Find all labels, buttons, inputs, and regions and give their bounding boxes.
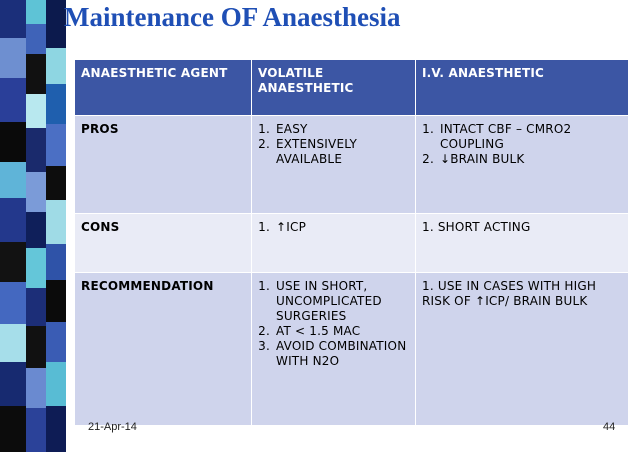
- mosaic-block: [0, 78, 26, 122]
- cell-recommendation-volatile: [252, 273, 416, 426]
- comparison-table: [74, 59, 629, 426]
- mosaic-block: [26, 326, 46, 368]
- list-item: 1. INTACT CBF – CMRO2 COUPLING: [438, 122, 622, 152]
- mosaic-block: [26, 94, 46, 128]
- mosaic-block: [0, 162, 26, 198]
- mosaic-block: [26, 128, 46, 172]
- list-item: 2. EXTENSIVELY AVAILABLE: [274, 137, 409, 167]
- list-item: 1. ↑ICP: [274, 220, 409, 235]
- list-item: 1. USE IN SHORT, UNCOMPLICATED SURGERIES: [274, 279, 409, 324]
- mosaic-block: [26, 408, 46, 452]
- mosaic-block: [0, 406, 26, 452]
- mosaic-block: [0, 282, 26, 324]
- slide-page-number: 44: [603, 421, 616, 433]
- mosaic-block: [26, 288, 46, 326]
- cell-cons-iv: [416, 214, 629, 273]
- slide-date: 21-Apr-14: [88, 421, 137, 433]
- mosaic-block: [26, 172, 46, 212]
- decorative-mosaic-strip: [0, 0, 68, 452]
- mosaic-block: [46, 124, 66, 166]
- mosaic-block: [0, 122, 26, 162]
- cell-pros-volatile: [252, 116, 416, 214]
- header-anaesthetic-agent: ANAESTHETIC AGENT: [75, 60, 252, 116]
- list-item: 2. ↓BRAIN BULK: [438, 152, 622, 167]
- header-iv-anaesthetic: I.V. ANAESTHETIC: [416, 60, 629, 116]
- mosaic-block: [46, 0, 66, 48]
- cell-recommendation-iv: [416, 273, 629, 426]
- mosaic-block: [26, 248, 46, 288]
- mosaic-block: [26, 0, 46, 24]
- recommendation-iv-text: 1. USE IN CASES WITH HIGH RISK OF ↑ICP/ BRAIN BULK: [422, 279, 597, 308]
- mosaic-block: [0, 362, 26, 406]
- cell-cons-volatile: [252, 214, 416, 273]
- mosaic-block: [26, 212, 46, 248]
- row-label-recommendation: RECOMMENDATION: [75, 273, 252, 426]
- mosaic-block: [46, 362, 66, 406]
- mosaic-block: [26, 54, 46, 94]
- cell-pros-iv: [416, 116, 629, 214]
- mosaic-block: [46, 200, 66, 244]
- list-item: 1. EASY: [274, 122, 409, 137]
- table-header-row: [75, 60, 629, 116]
- mosaic-block: [26, 368, 46, 408]
- mosaic-block: [0, 0, 26, 38]
- mosaic-block: [46, 48, 66, 84]
- list-item: 2. AT < 1.5 MAC: [274, 324, 409, 339]
- mosaic-block: [46, 322, 66, 362]
- mosaic-block: [26, 24, 46, 54]
- cons-iv-text: 1. SHORT ACTING: [422, 220, 531, 234]
- mosaic-block: [0, 198, 26, 242]
- mosaic-block: [0, 324, 26, 362]
- mosaic-block: [46, 244, 66, 280]
- header-volatile-anaesthetic: VOLATILE ANAESTHETIC: [252, 60, 416, 116]
- mosaic-block: [46, 84, 66, 124]
- list-item: 3. AVOID COMBINATION WITH N2O: [274, 339, 409, 369]
- table-row-cons: [75, 214, 629, 273]
- row-label-cons: CONS: [75, 214, 252, 273]
- mosaic-block: [46, 280, 66, 322]
- mosaic-block: [46, 406, 66, 452]
- table-row-pros: [75, 116, 629, 214]
- mosaic-block: [46, 166, 66, 200]
- mosaic-block: [0, 38, 26, 78]
- slide-title: Maintenance OF Anaesthesia: [64, 2, 401, 32]
- table-row-recommendation: [75, 273, 629, 426]
- row-label-pros: PROS: [75, 116, 252, 214]
- mosaic-block: [0, 242, 26, 282]
